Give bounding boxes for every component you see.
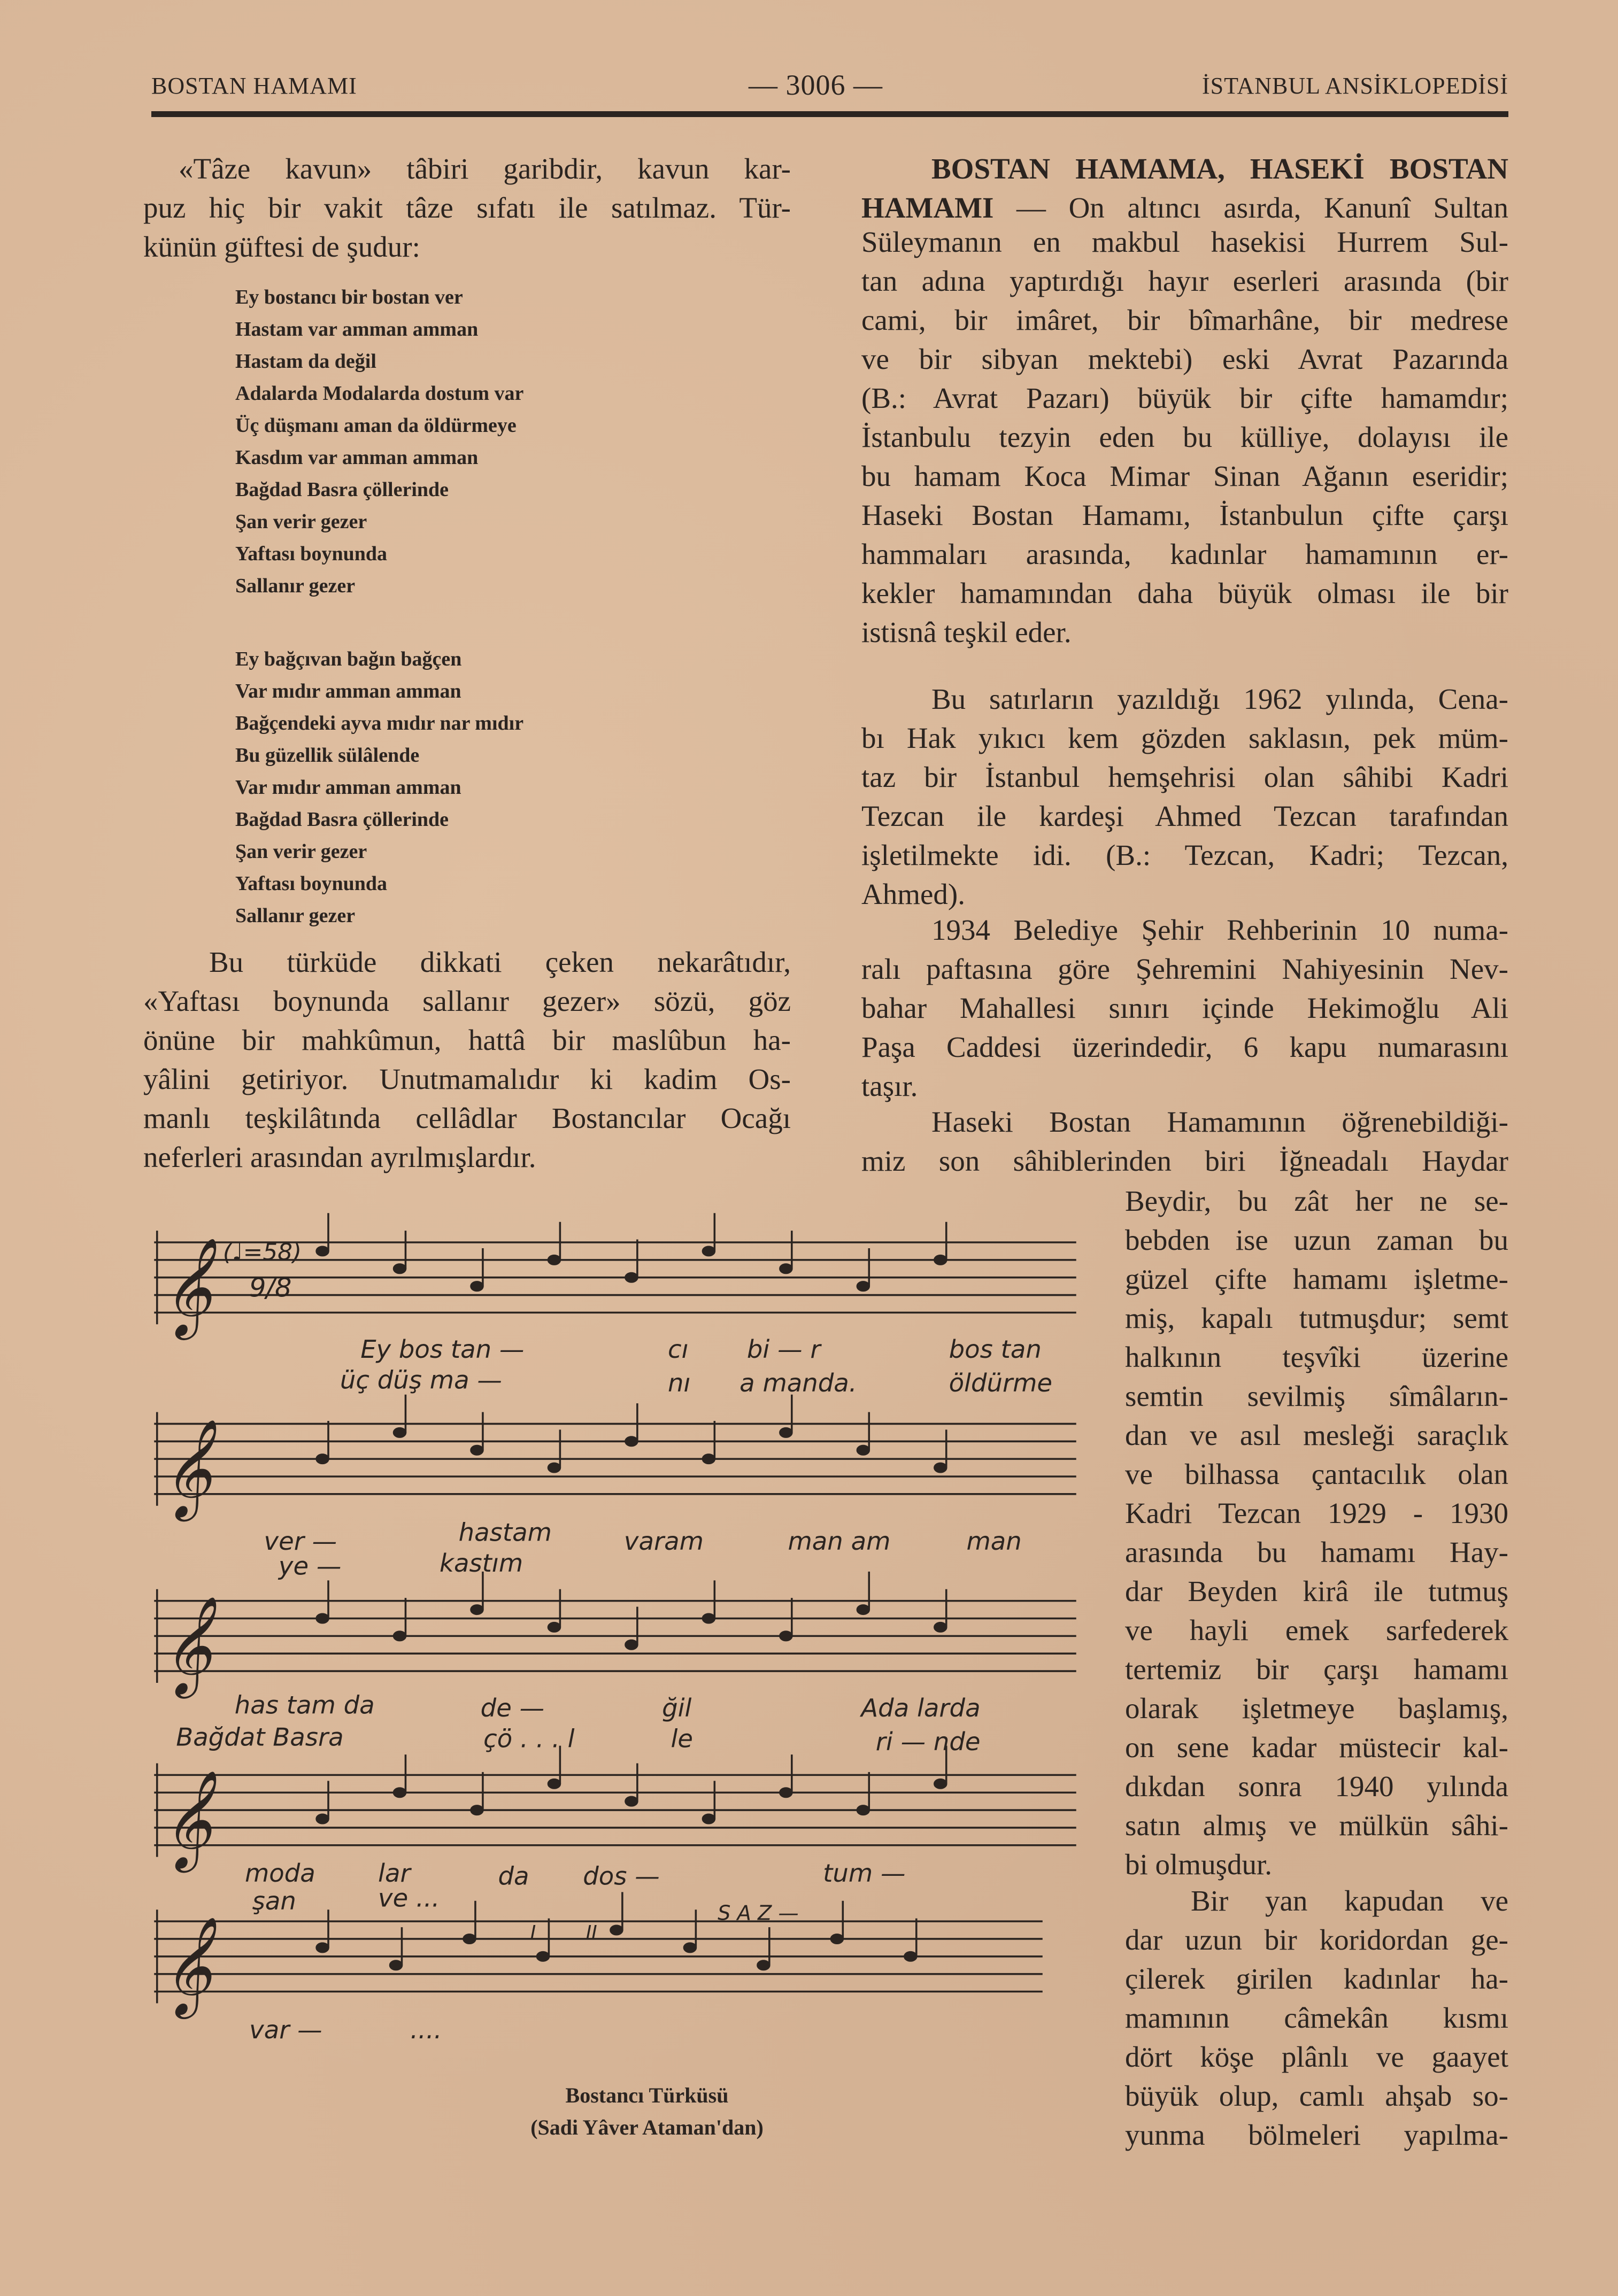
lyric: bos tan — [949, 1335, 1042, 1364]
lyric: lar — [378, 1859, 411, 1888]
volta-1: I — [530, 1921, 536, 1944]
lyric: şan — [252, 1887, 296, 1916]
note-head — [857, 1446, 869, 1455]
text-line: Bu satırların yazıldığı 1962 yılında, Cena- — [931, 683, 1508, 715]
note-head — [935, 1780, 946, 1788]
text-line: hammaları arasında, kadınlar hamamının er- — [861, 538, 1508, 570]
note-head — [548, 1623, 560, 1632]
lyric: tum — — [823, 1859, 906, 1888]
treble-clef-icon: 𝄞 — [161, 1596, 212, 1695]
text-line: mamının câmekân kısmı — [1125, 2001, 1508, 2034]
lyric: S A Z — — [718, 1901, 799, 1926]
text-line: İstanbulu tezyin eden bu külliye, dolayısı ile — [861, 421, 1508, 453]
text-line: arasında bu hamamı Hay- — [1125, 1536, 1508, 1568]
text-line: dar uzun bir koridordan ge- — [1125, 1923, 1508, 1956]
lyric: üç düş ma — — [340, 1365, 502, 1395]
text-line: tan adına yaptırdığı hayır eserleri arasında (bir — [861, 265, 1508, 297]
poem-line: Ey bostancı bir bostan ver — [235, 286, 463, 308]
lyric: çö . . . l — [483, 1724, 575, 1753]
entry-intro: — On altıncı asırda, Kanunî Sultan — [1016, 191, 1509, 224]
note-head — [857, 1282, 869, 1290]
note-head — [390, 1961, 402, 1969]
text-line: Süleymanın en makbul hasekisi Hurrem Sul- — [861, 226, 1508, 258]
note-head — [626, 1437, 637, 1445]
text-line: Ahmed). — [861, 878, 965, 910]
lyric: da — [498, 1861, 529, 1891]
running-head-left: BOSTAN HAMAMI — [151, 73, 357, 99]
lyric: moda — [244, 1859, 315, 1888]
lyric: dos — — [583, 1861, 660, 1891]
note-head — [780, 1788, 792, 1797]
poem-line: Sallanır gezer — [235, 575, 356, 597]
entry-title-cont: HAMAMI — [861, 191, 994, 224]
poem-line: Bağçendeki ayva mıdır nar mıdır — [235, 712, 524, 735]
note-head — [905, 1952, 916, 1961]
poem-line: Hastam var amman amman — [235, 318, 479, 341]
text-line: bahar Mahallesi sınırı içinde Hekimoğlu Ali — [861, 992, 1508, 1024]
note-head — [703, 1814, 714, 1823]
note-head — [626, 1641, 637, 1649]
text-line: Beydir, bu zât her ne se- — [1125, 1185, 1508, 1217]
text-line: puz hiç bir vakit tâze sıfatı ile satılmaz. Tür- — [143, 191, 791, 224]
lyric: varam — [623, 1526, 704, 1556]
text-line: miz son sâhiblerinden biri İğneadalı Haydar — [861, 1145, 1508, 1177]
right-paragraph-4-wide — [861, 1102, 1508, 1180]
text-line: önüne bir mahkûmun, hattâ bir maslûbun ha- — [143, 1024, 791, 1056]
poem-line: Bağdad Basra çöllerinde — [235, 808, 449, 831]
poem-line: Var mıdır amman amman — [235, 680, 461, 702]
poem-line: Sallanır gezer — [235, 905, 356, 927]
note-head — [471, 1806, 483, 1814]
right-paragraph-4-narrow — [1125, 1181, 1508, 1884]
note-head — [394, 1428, 406, 1437]
text-line: satın almış ve mülkün sâhi- — [1125, 1809, 1508, 1842]
right-paragraph-5 — [1125, 1881, 1508, 2154]
lyric: .... — [410, 2015, 442, 2045]
note-head — [611, 1926, 622, 1934]
note-head — [471, 1446, 483, 1455]
lyric: ri — nde — [875, 1727, 981, 1756]
note-head — [684, 1943, 696, 1952]
poem-line: Yaftası boynunda — [235, 543, 388, 565]
poem-line: Şan verir gezer — [235, 511, 367, 533]
text-line: çilerek girilen kadınlar ha- — [1125, 1962, 1508, 1995]
text-line: bı Hak yıkıcı kem gözden saklasın, pek müm- — [861, 722, 1508, 754]
running-head-right: İSTANBUL ANSİKLOPEDİSİ — [1202, 73, 1508, 99]
text-line: dört köşe plânlı ve gaayet — [1125, 2040, 1508, 2073]
lyric: Ey bos tan — — [360, 1335, 525, 1364]
text-line: cami, bir imâret, bir bîmarhâne, bir medrese — [861, 304, 1508, 336]
note-head — [703, 1247, 714, 1255]
note-head — [780, 1428, 792, 1437]
lyric: ve ... — [378, 1883, 440, 1913]
note-head — [935, 1623, 946, 1632]
volta-2: II — [585, 1921, 597, 1944]
tempo-mark: (♩=58) — [222, 1238, 302, 1266]
entry-title-block — [861, 149, 1508, 227]
text-line: künün güftesi de şudur: — [143, 230, 420, 263]
text-line: neferleri arasından ayrılmışlardır. — [143, 1141, 536, 1173]
time-signature: 9/8 — [249, 1272, 292, 1303]
text-line: tertemiz bir çarşı hamamı — [1125, 1653, 1508, 1686]
note-head — [471, 1282, 483, 1290]
text-line: bi olmuşdur. — [1125, 1848, 1273, 1881]
lyric: a manda. — [739, 1369, 857, 1398]
text-line: manlı teşkilâtında cellâdlar Bostancılar Ocağı — [143, 1102, 791, 1134]
note-head — [548, 1780, 560, 1788]
note-head — [394, 1788, 406, 1797]
score-caption-source: (Sadi Yâver Ataman'dan) — [530, 2115, 764, 2139]
note-head — [394, 1264, 406, 1273]
lyric: hastam — [458, 1518, 552, 1547]
text-line: (B.: Avrat Pazarı) büyük bir çifte hamamdır; — [861, 382, 1508, 414]
text-line: yâlini getiriyor. Unutmamalıdır ki kadim Os- — [143, 1063, 791, 1095]
text-line: 1934 Belediye Şehir Rehberinin 10 numa- — [931, 914, 1508, 946]
text-line: Tezcan ile kardeşi Ahmed Tezcan tarafından — [861, 800, 1508, 832]
note-head — [831, 1935, 843, 1943]
note-head — [780, 1632, 792, 1640]
right-paragraph-2 — [861, 679, 1508, 914]
note-head — [703, 1614, 714, 1622]
note-head — [780, 1264, 792, 1273]
note-head — [471, 1605, 483, 1614]
lyric: öldürme — [949, 1369, 1053, 1398]
page-number: — 3006 — — [749, 69, 883, 101]
text-line: güzel çifte hamamı işletme- — [1125, 1263, 1508, 1295]
text-line: Haseki Bostan Hamamı, İstanbulun çifte çarşı — [861, 499, 1508, 531]
note-head — [317, 1943, 328, 1952]
text-line: ve bilhassa çantacılık olan — [1125, 1458, 1508, 1490]
entry-title: BOSTAN HAMAMA, HASEKİ BOSTAN — [931, 152, 1508, 185]
poem-line: Bu güzellik sülâlende — [235, 744, 420, 767]
text-line: Kadri Tezcan 1929 - 1930 — [1125, 1497, 1508, 1529]
text-line: kekler hamamından daha büyük olması ile bir — [861, 577, 1508, 609]
score-caption-title: Bostancı Türküsü — [565, 2083, 729, 2107]
poem-stanza-1 — [235, 281, 523, 602]
text-line: «Yaftası boynunda sallanır gezer» sözü, göz — [143, 985, 791, 1017]
text-line: halkının teşvîki üzerine — [1125, 1341, 1508, 1373]
header-rule — [151, 111, 1508, 117]
text-line: dar Beyden kirâ ile tutmuş — [1125, 1575, 1508, 1607]
text-line: semtin sevilmiş sîmâların- — [1125, 1380, 1508, 1412]
text-line: Haseki Bostan Hamamının öğrenebildiği- — [931, 1106, 1508, 1138]
note-head — [317, 1455, 328, 1463]
poem-line: Hastam da değil — [235, 350, 376, 373]
note-head — [703, 1455, 714, 1463]
left-paragraph-1 — [143, 149, 791, 266]
text-line: taz bir İstanbul hemşehrisi olan sâhibi Kadri — [861, 761, 1508, 793]
text-line: bu hamam Koca Mimar Sinan Ağanın eseridir; — [861, 460, 1508, 492]
note-head — [626, 1273, 637, 1282]
lyric: man am — [788, 1526, 891, 1556]
lyric: de — — [480, 1693, 545, 1722]
note-head — [626, 1797, 637, 1805]
text-line: Bir yan kapudan ve — [1191, 1884, 1508, 1917]
lyric: kastım — [440, 1548, 523, 1578]
lyric: man — [966, 1526, 1022, 1556]
note-head — [394, 1632, 406, 1640]
poem-line: Bağdad Basra çöllerinde — [235, 478, 449, 501]
note-head — [464, 1935, 475, 1943]
text-line: on sene kadar müstecir kal- — [1125, 1731, 1508, 1764]
lyric: le — [671, 1724, 694, 1753]
poem-line: Var mıdır amman amman — [235, 776, 461, 799]
text-line: dıkdan sonra 1940 yılında — [1125, 1770, 1508, 1803]
text-line: taşır. — [861, 1070, 918, 1102]
right-paragraph-1 — [861, 222, 1508, 652]
lyric: ğil — [662, 1693, 692, 1722]
lyric: ye — — [278, 1551, 342, 1581]
poem-line: Şan verir gezer — [235, 840, 367, 863]
treble-clef-icon: 𝄞 — [161, 1916, 212, 2015]
poem-line: Adalarda Modalarda dostum var — [235, 382, 524, 405]
poem-line: Üç düşmanı aman da öldürmeye — [235, 414, 517, 437]
poem-stanza-2 — [235, 643, 523, 932]
left-paragraph-2 — [143, 942, 791, 1177]
text-line: bebden ise uzun zaman bu — [1125, 1224, 1508, 1256]
poem-line: Yaftası boynunda — [235, 872, 388, 895]
note-head — [317, 1247, 328, 1255]
note-head — [548, 1256, 560, 1264]
note-head — [537, 1952, 549, 1961]
text-line: yunma bölmeleri yapılma- — [1125, 2119, 1508, 2151]
text-line: miş, kapalı tutmuşdur; semt — [1125, 1302, 1508, 1334]
text-line: istisnâ teşkil eder. — [861, 616, 1072, 648]
text-line: Paşa Caddesi üzerindedir, 6 kapu numarasını — [861, 1031, 1508, 1063]
text-line: dan ve asıl mesleği saraçlık — [1125, 1419, 1508, 1451]
treble-clef-icon: 𝄞 — [161, 1419, 212, 1518]
text-line: «Tâze kavun» tâbiri garibdir, kavun kar- — [179, 152, 791, 185]
treble-clef-icon: 𝄞 — [161, 1770, 212, 1869]
lyric: bi — r — [746, 1335, 821, 1364]
lyric: has tam da — [234, 1690, 375, 1720]
text-line: büyük olup, camlı ahşab so- — [1125, 2079, 1508, 2112]
text-line: ralı paftasına göre Şehremini Nahiyesinin Nev- — [861, 953, 1508, 985]
note-head — [758, 1961, 769, 1969]
lyric: Bağdat Basra — [176, 1722, 344, 1752]
music-score — [147, 1187, 1084, 2050]
right-paragraph-3 — [861, 910, 1508, 1106]
note-head — [317, 1614, 328, 1622]
poem-line: Ey bağçıvan bağın bağçen — [235, 648, 462, 670]
text-line: Bu türküde dikkati çeken nekarâtıdır, — [209, 946, 791, 978]
text-line: işletilmekte idi. (B.: Tezcan, Kadri; Tezcan, — [861, 839, 1508, 871]
lyric: nı — [668, 1369, 691, 1398]
lyric: var — — [249, 2015, 322, 2045]
lyric: cı — [668, 1335, 689, 1364]
note-head — [935, 1463, 946, 1472]
lyric: Ada larda — [861, 1693, 981, 1722]
lyric: ver — — [264, 1526, 337, 1556]
text-line: ve hayli emek sarfederek — [1125, 1614, 1508, 1646]
note-head — [857, 1605, 869, 1614]
text-line: ve bir sibyan mektebi) eski Avrat Pazarında — [861, 343, 1508, 375]
note-head — [857, 1806, 869, 1814]
note-head — [548, 1463, 560, 1472]
note-head — [935, 1256, 946, 1264]
treble-clef-icon: 𝄞 — [161, 1237, 212, 1336]
note-head — [317, 1814, 328, 1823]
poem-line: Kasdım var amman amman — [235, 446, 479, 469]
text-line: olarak işletmeye başlamış, — [1125, 1692, 1508, 1725]
